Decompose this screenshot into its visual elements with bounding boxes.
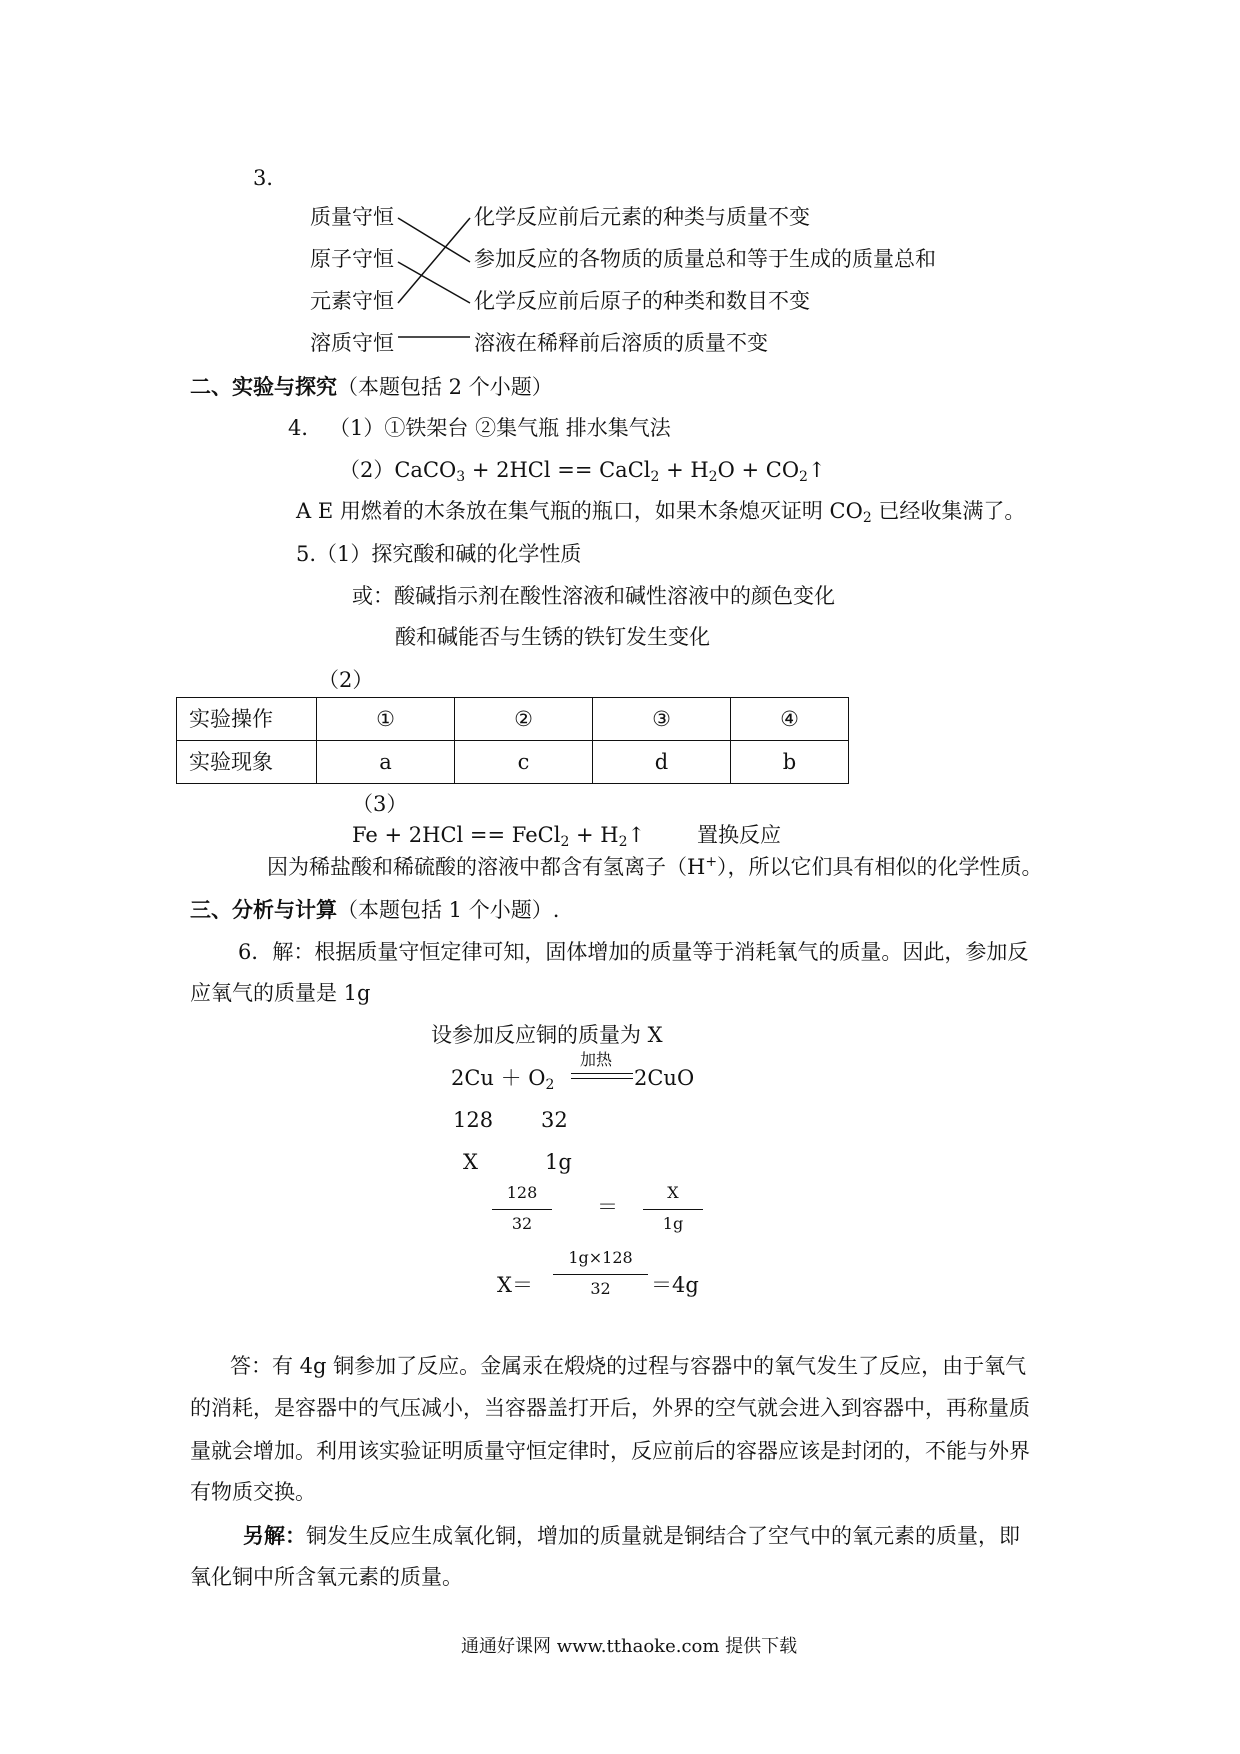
fraction-numerator: X bbox=[667, 1183, 679, 1202]
subscript: 2 bbox=[560, 834, 570, 850]
text: ↑ bbox=[807, 458, 826, 482]
text: ↑ bbox=[627, 823, 646, 847]
q5-line: 5.（1）探究酸和碱的化学性质 bbox=[296, 542, 582, 566]
q3-left-item: 质量守恒 bbox=[310, 205, 394, 229]
alt-label: 另解： bbox=[243, 1523, 306, 1548]
experiment-table bbox=[176, 697, 849, 784]
q3-left-item: 溶质守恒 bbox=[310, 331, 394, 355]
molar-mass: 128 bbox=[453, 1108, 494, 1132]
molar-mass: 32 bbox=[541, 1108, 568, 1132]
fraction-denominator: 32 bbox=[511, 1214, 533, 1233]
section-note: （本题包括 1 个小题）. bbox=[337, 898, 560, 922]
text: O + CO bbox=[717, 458, 800, 482]
reaction-type: 置换反应 bbox=[697, 823, 781, 847]
text: （2）CaCO bbox=[339, 458, 457, 482]
text: Fe + 2HCl == FeCl bbox=[352, 823, 561, 847]
q6-let: 设参加反应铜的质量为 X bbox=[431, 1023, 663, 1047]
fraction-numerator: 1g×128 bbox=[568, 1248, 633, 1267]
section-note: （本题包括 2 个小题） bbox=[337, 375, 553, 399]
result: ＝4g bbox=[651, 1273, 699, 1297]
superscript: + bbox=[705, 854, 718, 870]
q5-line: 或：酸碱指示剂在酸性溶液和碱性溶液中的颜色变化 bbox=[352, 584, 835, 608]
q3-right-item: 参加反应的各物质的质量总和等于生成的质量总和 bbox=[474, 247, 936, 271]
product: 2CuO bbox=[634, 1066, 695, 1090]
q4-equation bbox=[339, 458, 826, 485]
text: ），所以它们具有相似的化学性质。 bbox=[717, 855, 1043, 879]
q6-line: 应氧气的质量是 1g bbox=[190, 981, 371, 1005]
table-cell: ③ bbox=[593, 698, 731, 741]
subscript: 2 bbox=[545, 1077, 555, 1093]
known-mass: 1g bbox=[545, 1150, 572, 1174]
table-cell: ① bbox=[317, 698, 455, 741]
text: + H bbox=[659, 458, 709, 482]
text: + 2HCl == CaCl bbox=[465, 458, 651, 482]
table-cell: a bbox=[317, 741, 455, 784]
fraction-bar bbox=[492, 1209, 552, 1210]
fraction-bar bbox=[643, 1209, 703, 1210]
match-line bbox=[398, 218, 470, 303]
page-footer: 通通好课网 www.tthaoke.com 提供下载 bbox=[461, 1636, 798, 1657]
answer-line: 量就会增加。利用该实验证明质量守恒定律时，反应前后的容器应该是封闭的，不能与外界 bbox=[190, 1439, 1030, 1463]
q4-line: 4． （1）①铁架台 ②集气瓶 排水集气法 bbox=[288, 416, 671, 440]
reaction-condition: 加热 bbox=[580, 1050, 613, 1069]
q5-part-label: （2） bbox=[318, 668, 374, 692]
q5-line: 酸和碱能否与生锈的铁钉发生变化 bbox=[395, 625, 710, 649]
table-cell: c bbox=[455, 741, 593, 784]
section-title: 二、实验与探究 bbox=[190, 374, 337, 399]
x-equals: X＝ bbox=[497, 1273, 533, 1297]
text: 铜发生反应生成氧化铜，增加的质量就是铜结合了空气中的氧元素的质量，即 bbox=[306, 1524, 1020, 1548]
q6-line: 6．解：根据质量守恒定律可知，固体增加的质量等于消耗氧气的质量。因此，参加反 bbox=[238, 940, 1029, 964]
q3-right-item: 化学反应前后原子的种类和数目不变 bbox=[474, 289, 810, 313]
equals-bar bbox=[571, 1073, 633, 1074]
table-row bbox=[177, 741, 849, 784]
q3-right-item: 溶液在稀释前后溶质的质量不变 bbox=[474, 331, 768, 355]
subscript: 2 bbox=[708, 469, 718, 485]
fraction-denominator: 32 bbox=[590, 1279, 611, 1298]
match-line bbox=[398, 218, 470, 262]
reactants bbox=[451, 1066, 555, 1093]
table-row bbox=[177, 698, 849, 741]
table-cell: ④ bbox=[731, 698, 849, 741]
match-line bbox=[398, 262, 470, 303]
text: 2Cu ＋ O bbox=[451, 1066, 546, 1090]
unknown-mass: X bbox=[463, 1150, 478, 1174]
subscript: 2 bbox=[862, 510, 872, 526]
answer-line: 的消耗，是容器中的气压减小，当容器盖打开后，外界的空气就会进入到容器中，再称量质 bbox=[190, 1396, 1030, 1420]
section-title: 三、分析与计算 bbox=[190, 897, 337, 922]
q3-left-item: 元素守恒 bbox=[310, 289, 394, 313]
q4-line bbox=[296, 499, 1026, 526]
q5-part-label: （3） bbox=[352, 792, 408, 816]
text: A E 用燃着的木条放在集气瓶的瓶口，如果木条熄灭证明 CO bbox=[296, 499, 863, 523]
equals-bar bbox=[571, 1078, 633, 1079]
section-heading bbox=[190, 899, 559, 921]
q5-equation bbox=[352, 823, 646, 850]
q5-explanation bbox=[267, 854, 1043, 879]
table-cell: d bbox=[593, 741, 731, 784]
equals-sign: ＝ bbox=[597, 1195, 618, 1219]
table-cell: b bbox=[731, 741, 849, 784]
text: 因为稀盐酸和稀硫酸的溶液中都含有氢离子（H bbox=[267, 855, 706, 879]
table-cell: ② bbox=[455, 698, 593, 741]
text: 已经收集满了。 bbox=[871, 499, 1026, 523]
alt-solution-line: 氧化铜中所含氧元素的质量。 bbox=[190, 1565, 463, 1589]
q3-left-item: 原子守恒 bbox=[310, 247, 394, 271]
fraction-numerator: 128 bbox=[506, 1183, 538, 1202]
table-cell: 实验现象 bbox=[177, 741, 317, 784]
text: + H bbox=[569, 823, 619, 847]
answer-line: 答：有 4g 铜参加了反应。金属汞在煅烧的过程与容器中的氧气发生了反应，由于氧气 bbox=[230, 1354, 1027, 1378]
fraction-bar bbox=[553, 1274, 648, 1275]
subscript: 3 bbox=[456, 469, 466, 485]
section-heading bbox=[190, 376, 553, 398]
alt-solution-line bbox=[243, 1525, 1020, 1547]
q3-number: 3． bbox=[253, 166, 288, 190]
subscript: 2 bbox=[799, 469, 808, 485]
q3-right-item: 化学反应前后元素的种类与质量不变 bbox=[474, 205, 810, 229]
fraction-denominator: 1g bbox=[662, 1214, 684, 1233]
table-cell: 实验操作 bbox=[177, 698, 317, 741]
subscript: 2 bbox=[618, 834, 628, 850]
answer-line: 有物质交换。 bbox=[190, 1480, 316, 1504]
subscript: 2 bbox=[650, 469, 660, 485]
